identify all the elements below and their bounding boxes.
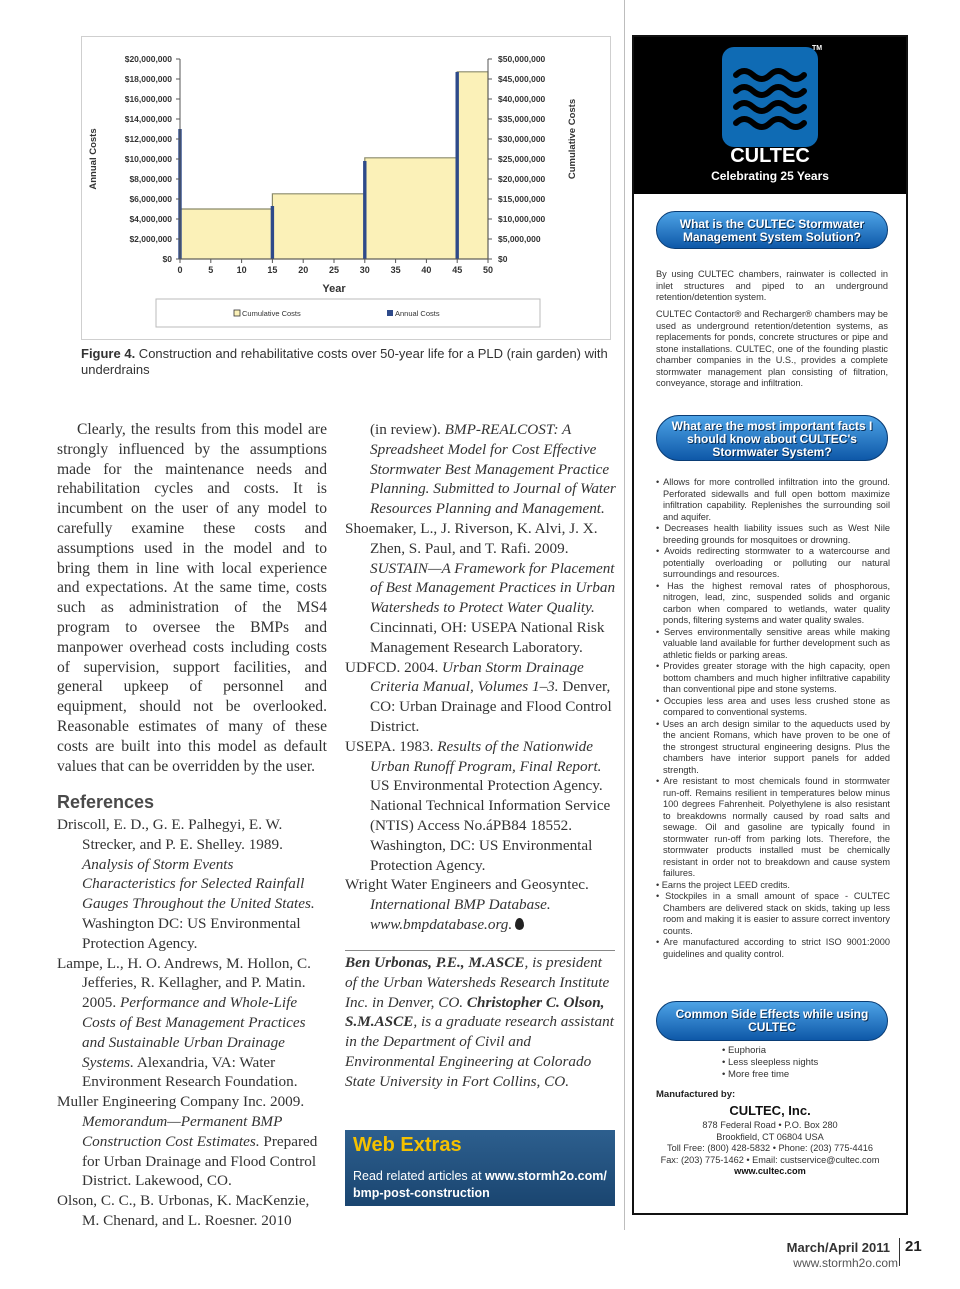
references-list-col2 (345, 420, 617, 935)
left-tick-label: $20,000,000 (124, 54, 172, 64)
author-bio-2: , is a graduate research assistant in the Department of Civil and Environmental Engineering at Colorado State University in Fort Collins, CO. (345, 1013, 614, 1090)
reference-publisher: Prepared for Urban Drainage and Flood Control District. Lakewood, CO. (82, 1132, 318, 1190)
left-tick-label: $0 (162, 254, 172, 264)
footer-url: www.stormh2o.com (793, 1256, 898, 1270)
cumulative-cost-area (180, 72, 488, 259)
left-tick-label: $18,000,000 (124, 74, 172, 84)
fact-item: • Allows for more controlled infiltration into the ground. Perforated sidewalls and full open bottom maximize infiltration capability. Replenishes the surrounding soil and aquifer. (656, 477, 890, 523)
reference-continued-title: BMP-REALCOST: A Spreadsheet Model for Cost Effective Stormwater Best Management Practice Planning. Submitted to Journal of Water Resources Planning and Management. (370, 421, 616, 518)
web-extras-link[interactable]: www.stormh2o.com/ bmp-post-construction (353, 1169, 607, 1200)
legend-swatch-annual (387, 310, 393, 316)
website-link[interactable]: www.cultec.com (734, 1166, 806, 1176)
legend-label-cumulative: Cumulative Costs (242, 309, 301, 318)
figure-caption-label: Figure 4. (81, 346, 136, 361)
right-tick-label: $5,000,000 (498, 234, 541, 244)
left-tick-label: $6,000,000 (129, 194, 172, 204)
ad-paragraph-1: By using CULTEC chambers, rainwater is collected in inlet structures and piped to an underground retention/detention system. (656, 269, 888, 302)
right-tick-label: $0 (498, 254, 508, 264)
reference-authors: Lampe, L., H. O. Andrews, M. Hollon, C. Jefferies, R. Kellagher, and P. Matin. 2005. (57, 954, 311, 1012)
cost-chart (82, 37, 612, 341)
left-tick-label: $14,000,000 (124, 114, 172, 124)
left-axis-title: Annual Costs (88, 128, 99, 190)
right-tick-label: $35,000,000 (498, 114, 546, 124)
chart-figure (81, 36, 611, 340)
side-effect-item: • Euphoria (722, 1045, 818, 1057)
reference-authors: Olson, C. C., B. Urbonas, K. MacKenzie, M. Chenard, and L. Roesner. 2010 (57, 1192, 310, 1229)
right-tick-label: $10,000,000 (498, 214, 546, 224)
ad-header (634, 37, 906, 194)
cultec-logo (722, 47, 818, 147)
reference-publisher: Denver, CO: Urban Drainage and Flood Control District. (370, 678, 612, 735)
web-extras-box[interactable] (345, 1130, 615, 1206)
trademark: TM (812, 45, 823, 52)
right-axis-title: Cumulative Costs (567, 98, 578, 180)
reference-publisher: US Environmental Protection Agency. National Technical Information Service (NTIS) Access No.áPB84 18552. Washington, DC: US Environmental Protection Agency. (370, 777, 611, 874)
x-tick-label: 50 (482, 265, 494, 275)
waves-icon (722, 47, 818, 147)
figure-caption (81, 346, 611, 378)
question-1-banner: What is the CULTEC Stormwater Management System Solution? (656, 211, 888, 249)
ad-paragraph-2: CULTEC Contactor® and Recharger® chambers may be used as underground retention/detention systems, as replacements for ponds, concrete structures or pipe and stone installations. CULTEC, one of the founding plastic chamber companies in the U.S., provides a complete stormwater management plan consisting of filtration, conveyance, storage and infiltration. (656, 309, 888, 388)
reference-title: Memorandum—Permanent BMP Construction Cost Estimates. (82, 1112, 283, 1150)
web-extras-title: Web Extras (353, 1134, 462, 1156)
reference-authors: Driscoll, E. D., G. E. Palhegyi, E. W. Strecker, and P. E. Shelley. 1989. (57, 816, 283, 853)
fax-email-line: Fax: (203) 775-1462 • Email: custservice@cultec.com (660, 1154, 880, 1165)
author-name-1: Ben Urbonas, P.E., M.ASCE (345, 954, 525, 971)
fact-item: • Has the highest removal rates of phosphorous, nitrogen, lead, zinc, suspended solids and organic carbon when compared to wetlands, water quality ponds, filtering systems and water quality swales. (656, 581, 890, 627)
reference-title: Analysis of Storm Events Characteristics for Selected Rainfall Gauges Throughout the United States. (82, 855, 315, 913)
left-tick-label: $10,000,000 (124, 154, 172, 164)
reference-authors: Wright Water Engineers and Geosyntec. (345, 876, 589, 894)
reference-item (57, 954, 327, 1093)
right-tick-label: $30,000,000 (498, 134, 546, 144)
reference-title: Urban Storm Drainage Criteria Manual, Volumes 1–3. (370, 658, 584, 696)
reference-title: SUSTAIN—A Framework for Placement of Best Management Practices in Urban Watersheds to Protect Water Quality. (370, 559, 616, 617)
left-tick-label: $8,000,000 (129, 174, 172, 184)
fact-item: • Earns the project LEED credits. (656, 880, 890, 892)
x-axis-title: Year (322, 283, 346, 295)
reference-authors: UDFCD. 2004. (345, 658, 443, 676)
x-tick-label: 40 (421, 265, 432, 275)
right-tick-label: $45,000,000 (498, 74, 546, 84)
x-tick-label: 45 (452, 265, 463, 275)
facts-list (656, 477, 890, 960)
reference-item (345, 875, 617, 934)
legend-label-annual: Annual Costs (395, 309, 440, 318)
reference-item (345, 519, 617, 658)
author-bio-1: , is president of the Urban Watersheds Research Institute Inc. in Denver, CO. (345, 954, 610, 1011)
question-2-banner: What are the most important facts I should know about CULTEC's Stormwater System? (656, 415, 888, 461)
reference-publisher: Cincinnati, OH: USEPA National Risk Management Research Laboratory. (370, 618, 605, 656)
left-tick-label: $16,000,000 (124, 94, 172, 104)
x-tick-label: 25 (328, 265, 340, 275)
question-3-banner: Common Side Effects while using CULTEC (656, 1001, 888, 1041)
cultec-advertisement (632, 35, 908, 1215)
fact-item: • Uses an arch design similar to the aqueducts used by the ancient Romans, which have proven to be one of the strongest structural engineering designs. Plus the chambers have interior support panels for added strength. (656, 719, 890, 777)
author-bio (345, 953, 617, 1092)
reference-authors: USEPA. 1983. (345, 737, 438, 755)
fact-item: • Provides greater storage with the high capacity, open bottom chambers and much higher infiltrative capability than conventional pipe and stone systems. (656, 661, 890, 696)
right-tick-label: $15,000,000 (498, 194, 546, 204)
reference-item (345, 737, 617, 876)
company-name: CULTEC, Inc. (729, 1103, 811, 1118)
right-tick-label: $50,000,000 (498, 54, 546, 64)
legend-box (156, 299, 540, 327)
company-contact (634, 1120, 906, 1178)
footer-separator (899, 1238, 900, 1266)
x-tick-label: 35 (390, 265, 401, 275)
body-paragraph: Clearly, the results from this model are strongly influenced by the assumptions made for the maintenance needs and rehabilitation cycles and costs. It is incumbent on the user of any model to carefully examine these costs and assumptions used in the model and to bring them in line with local experience and expectations. At the same time, costs such as administration of the MS4 program to oversee the BMPs and manpower overhead costs including costs of supervision, support facilities, and general upkeep of personnel and equipment, should not be overlooked. Reasonable estimates of many of these costs are built into this model as default values that can be overridden by the user. (57, 421, 327, 775)
left-tick-label: $4,000,000 (129, 214, 172, 224)
reference-title: Results of the Nationwide Urban Runoff Program, Final Report. (370, 737, 602, 775)
right-tick-label: $40,000,000 (498, 94, 546, 104)
references-list-col1 (57, 815, 327, 1231)
reference-title: Performance and Whole-Life Costs of Best Management Practices and Sustainable Urban Drainage Systems. (82, 994, 306, 1071)
manufacturer-label: Manufactured by: (656, 1089, 736, 1100)
reference-publisher: Alexandria, VA: Water Environment Research Foundation. (82, 1053, 298, 1091)
end-mark-icon (515, 918, 524, 930)
x-tick-label: 0 (177, 265, 183, 275)
x-tick-label: 10 (236, 265, 247, 275)
left-tick-label: $12,000,000 (124, 134, 172, 144)
address-line-1: 878 Federal Road • P.O. Box 280 (702, 1120, 838, 1130)
reference-authors: Shoemaker, L., J. Riverson, K. Alvi, J. X. Zhen, S. Paul, and T. Rafi. 2009. (345, 519, 598, 557)
reference-item (345, 658, 617, 737)
fact-item: • Avoids redirecting stormwater to a watercourse and potentially overloading or polluting our natural surroundings and resources. (656, 546, 890, 581)
fact-item: • Serves environmentally sensitive areas while making valuable land available for further development such as athletic fields or parking areas. (656, 627, 890, 662)
fact-item: • Are manufactured according to strict ISO 9001:2000 guidelines and quality control. (656, 937, 890, 960)
web-extras-text (353, 1168, 615, 1202)
right-tick-label: $25,000,000 (498, 154, 546, 164)
article-column-1 (57, 420, 327, 776)
references-heading: References (57, 792, 155, 812)
right-tick-label: $20,000,000 (498, 174, 546, 184)
fact-item: • Occupies less area and uses less crushed stone as compared to conventional systems. (656, 696, 890, 719)
fact-item: • Are resistant to most chemicals found in stormwater run-off. Remains resilient in temperatures below minus 100 degrees Fahrenheit. Polyethylene is also resistant to breakdowns normally caused by road salts and sewage. Oil and gasoline are typically found in stormwater run-off from parking lots. Therefore, the stormwater products installed must be chemically resistant in order not to breakdown and cause system failures. (656, 776, 890, 880)
x-tick-label: 20 (298, 265, 309, 275)
side-effects-list (722, 1045, 818, 1081)
left-tick-label: $2,000,000 (129, 234, 172, 244)
reference-item (57, 1191, 327, 1231)
page-divider (624, 0, 625, 1230)
web-extras-lead: Read related articles at (353, 1169, 486, 1183)
bio-divider (345, 950, 615, 951)
reference-item (57, 1092, 327, 1191)
reference-publisher: Washington DC: US Environmental Protection Agency. (82, 914, 301, 952)
annual-cost-bar (271, 206, 274, 259)
fact-item: • Decreases health liability issues such as West Nile breeding grounds for mosquitoes or drowning. (656, 523, 890, 546)
legend-swatch-cumulative (234, 310, 240, 316)
brand-name: CULTEC (730, 145, 810, 167)
address-line-2: Brookfield, CT 06804 USA (716, 1131, 824, 1142)
reference-title: International BMP Database. www.bmpdatabase.org. (370, 896, 551, 933)
x-tick-label: 30 (359, 265, 370, 275)
page-number: 21 (905, 1238, 922, 1255)
figure-caption-text: Construction and rehabilitative costs over 50-year life for a PLD (rain garden) with underdrains (81, 346, 608, 377)
reference-continued (345, 420, 617, 519)
phone-line: Toll Free: (800) 428-5832 • Phone: (203) 775-4416 (667, 1143, 873, 1153)
annual-cost-bar (456, 72, 459, 259)
fact-item: • Stockpiles in a small amount of space - CULTEC Chambers are delivered stack on skids, taking up less room and making it is easier to assure correct inventory counts. (656, 891, 890, 937)
side-effect-item: • Less sleepless nights (722, 1057, 818, 1069)
reference-authors: Muller Engineering Company Inc. 2009. (57, 1093, 305, 1111)
footer-date: March/April 2011 (786, 1240, 890, 1255)
x-tick-label: 15 (267, 265, 278, 275)
reference-item (57, 815, 327, 954)
x-tick-label: 5 (208, 265, 214, 275)
side-effect-item: • More free time (722, 1069, 818, 1081)
annual-cost-bar (363, 161, 366, 259)
brand-tagline: Celebrating 25 Years (711, 169, 829, 183)
author-name-2: Christopher C. Olson, S.M.ASCE (345, 993, 605, 1031)
reference-continued-text: (in review). (370, 421, 445, 438)
